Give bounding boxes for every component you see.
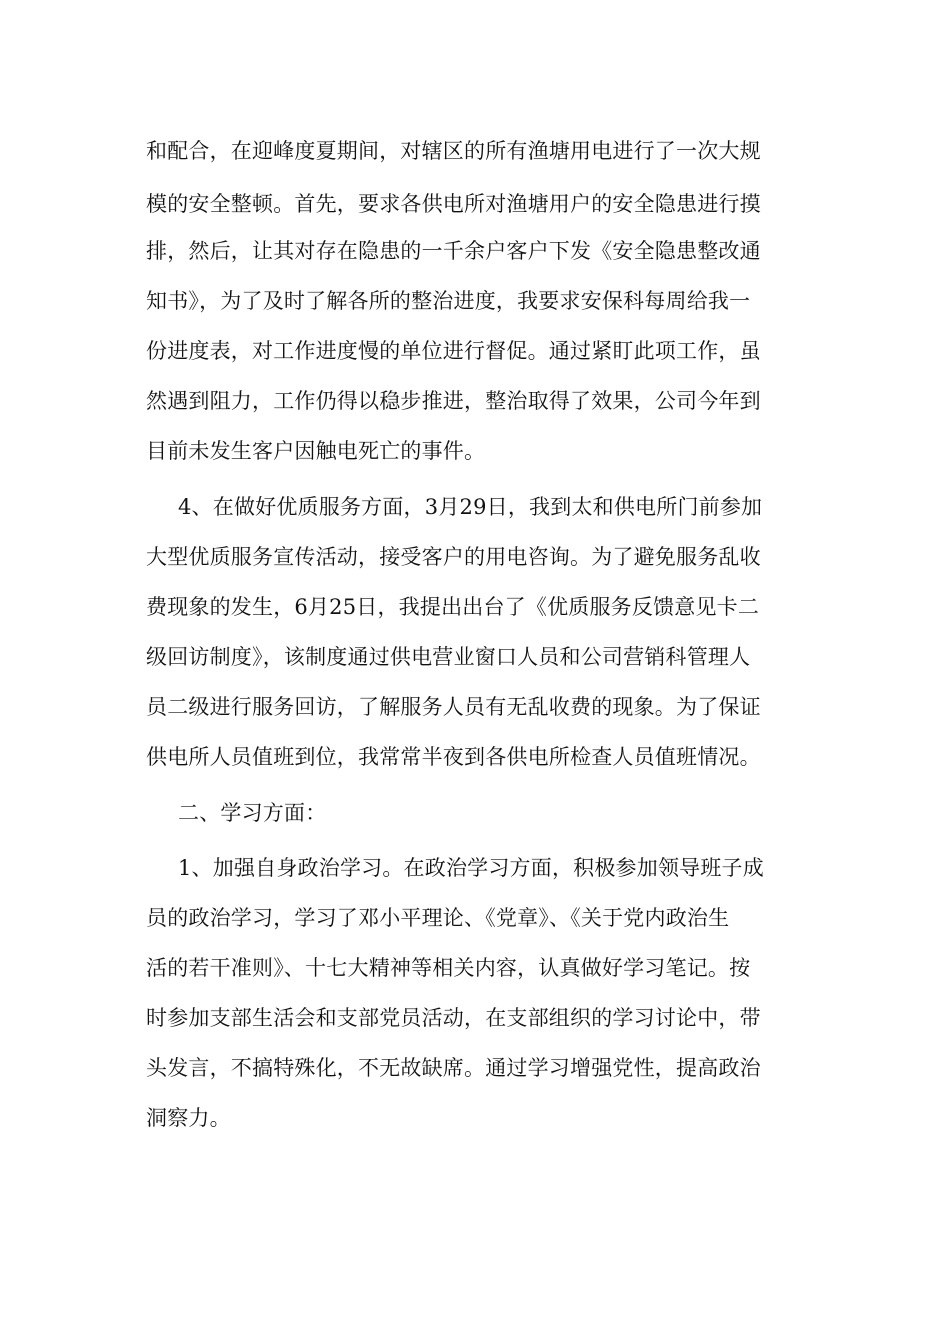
- text-line: 4、在做好优质服务方面，3月29日，我到太和供电所门前参加: [178, 495, 763, 519]
- text-line: 员的政治学习，学习了邓小平理论、《党章》、《关于党内政治生: [146, 906, 730, 930]
- text-line: 大型优质服务宣传活动，接受客户的用电咨询。为了避免服务乱收: [146, 545, 761, 569]
- text-line: 份进度表，对工作进度慢的单位进行督促。通过紧盯此项工作，虽: [146, 339, 761, 363]
- text-line: 和配合，在迎峰度夏期间，对辖区的所有渔塘用电进行了一次大规: [146, 139, 761, 163]
- text-line: 模的安全整顿。首先，要求各供电所对渔塘用户的安全隐患进行摸: [146, 192, 761, 216]
- text-line: 排，然后，让其对存在隐患的一千余户客户下发《安全隐患整改通: [146, 239, 761, 263]
- text-line: 费现象的发生，6月25日，我提出出台了《优质服务反馈意见卡二: [146, 595, 760, 619]
- text-line: 时参加支部生活会和支部党员活动，在支部组织的学习讨论中，带: [146, 1006, 761, 1030]
- text-line: 级回访制度》，该制度通过供电营业窗口人员和公司营销科管理人: [146, 645, 751, 669]
- section-heading: 二、学习方面：: [178, 801, 327, 825]
- text-line: 供电所人员值班到位，我常常半夜到各供电所检查人员值班情况。: [146, 745, 761, 769]
- text-line: 活的若干准则》、十七大精神等相关内容，认真做好学习笔记。按: [146, 956, 751, 980]
- text-line: 头发言，不搞特殊化，不无故缺席。通过学习增强党性，提高政治: [146, 1056, 761, 1080]
- text-line: 1、加强自身政治学习。在政治学习方面，积极参加领导班子成: [178, 856, 764, 880]
- text-line: 洞察力。: [146, 1106, 231, 1130]
- text-line: 员二级进行服务回访，了解服务人员有无乱收费的现象。为了保证: [146, 695, 761, 719]
- text-line: 知书》，为了及时了解各所的整治进度，我要求安保科每周给我一: [146, 289, 751, 313]
- text-line: 然遇到阻力，工作仍得以稳步推进，整治取得了效果，公司今年到: [146, 389, 761, 413]
- text-line: 目前未发生客户因触电死亡的事件。: [146, 439, 486, 463]
